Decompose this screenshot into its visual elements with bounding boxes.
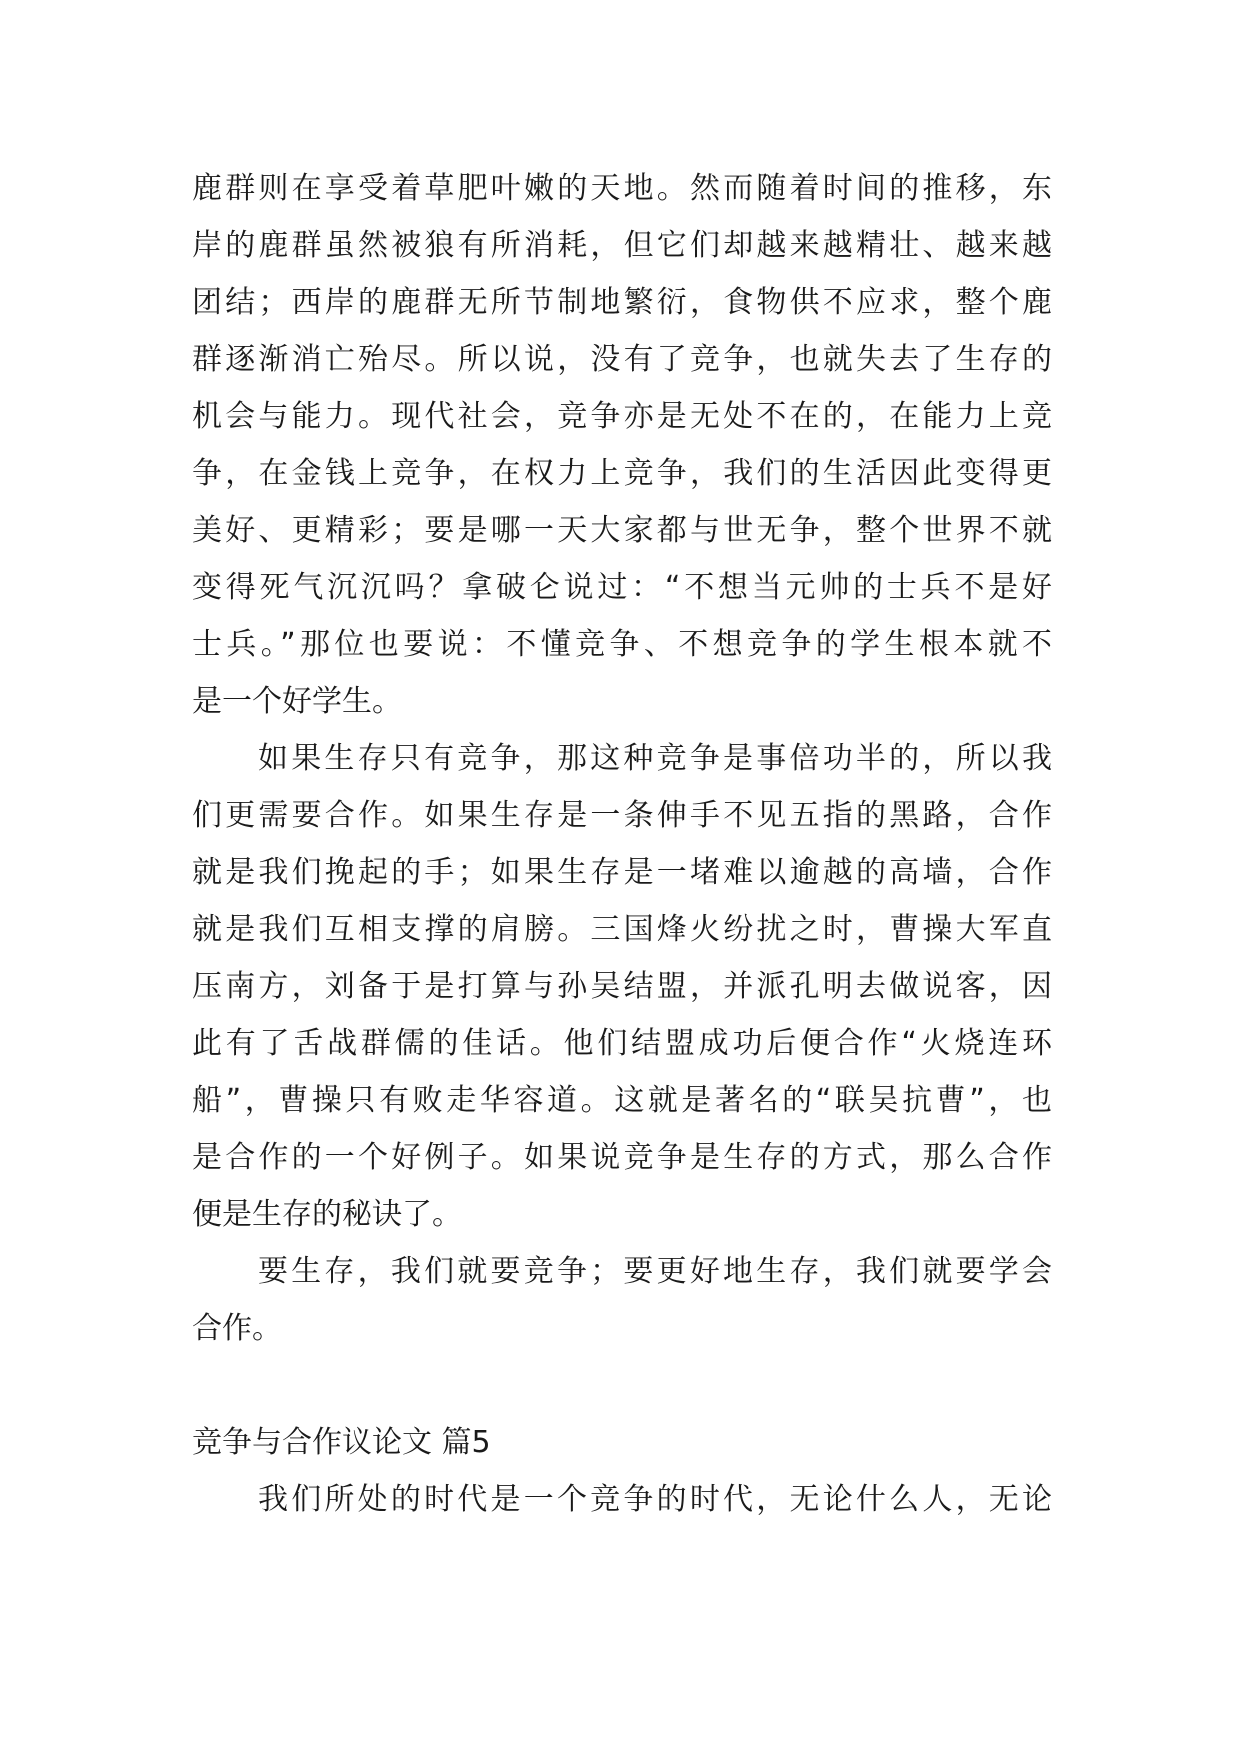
section-heading: 竞争与合作议论文 篇5 — [192, 1425, 491, 1460]
paragraph-1 — [192, 160, 1052, 730]
paragraph-line: 就是我们挽起的手；如果生存是一堵难以逾越的高墙，合作 — [192, 855, 1052, 890]
paragraph-line: 便是生存的秘诀了。 — [192, 1197, 462, 1232]
paragraph-line: 争，在金钱上竞争，在权力上竞争，我们的生活因此变得更 — [192, 456, 1052, 491]
paragraph-line: 变得死气沉沉吗？拿破仑说过：“不想当元帅的士兵不是好 — [192, 570, 1052, 605]
paragraph-line: 此有了舌战群儒的佳话。他们结盟成功后便合作“火烧连环 — [192, 1026, 1052, 1061]
paragraph-line: 船”，曹操只有败走华容道。这就是著名的“联吴抗曹”，也 — [192, 1083, 1052, 1118]
paragraph-line: 团结；西岸的鹿群无所节制地繁衍，食物供不应求，整个鹿 — [192, 285, 1052, 320]
blank-line — [192, 1357, 1052, 1414]
paragraph-line: 岸的鹿群虽然被狼有所消耗，但它们却越来越精壮、越来越 — [192, 228, 1052, 263]
paragraph-line: 鹿群则在享受着草肥叶嫩的天地。然而随着时间的推移，东 — [192, 171, 1052, 206]
paragraph-3 — [192, 1243, 1052, 1357]
paragraph-2 — [192, 730, 1052, 1243]
paragraph-line: 士兵。”那位也要说：不懂竞争、不想竞争的学生根本就不 — [192, 627, 1052, 662]
paragraph-line: 如果生存只有竞争，那这种竞争是事倍功半的，所以我 — [258, 741, 1052, 776]
paragraph-line: 机会与能力。现代社会，竞争亦是无处不在的，在能力上竞 — [192, 399, 1052, 434]
paragraph-4 — [192, 1471, 1052, 1528]
paragraph-line: 们更需要合作。如果生存是一条伸手不见五指的黑路，合作 — [192, 798, 1052, 833]
paragraph-line: 合作。 — [192, 1311, 282, 1346]
paragraph-line: 是合作的一个好例子。如果说竞争是生存的方式，那么合作 — [192, 1140, 1052, 1175]
document-body — [192, 160, 1052, 1528]
paragraph-line: 是一个好学生。 — [192, 684, 402, 719]
paragraph-line: 就是我们互相支撑的肩膀。三国烽火纷扰之时，曹操大军直 — [192, 912, 1052, 947]
paragraph-line: 压南方，刘备于是打算与孙吴结盟，并派孔明去做说客，因 — [192, 969, 1052, 1004]
paragraph-line: 要生存，我们就要竞争；要更好地生存，我们就要学会 — [258, 1254, 1052, 1289]
paragraph-line: 美好、更精彩；要是哪一天大家都与世无争，整个世界不就 — [192, 513, 1052, 548]
paragraph-line: 群逐渐消亡殆尽。所以说，没有了竞争，也就失去了生存的 — [192, 342, 1052, 377]
paragraph-line: 我们所处的时代是一个竞争的时代，无论什么人，无论 — [258, 1482, 1052, 1517]
